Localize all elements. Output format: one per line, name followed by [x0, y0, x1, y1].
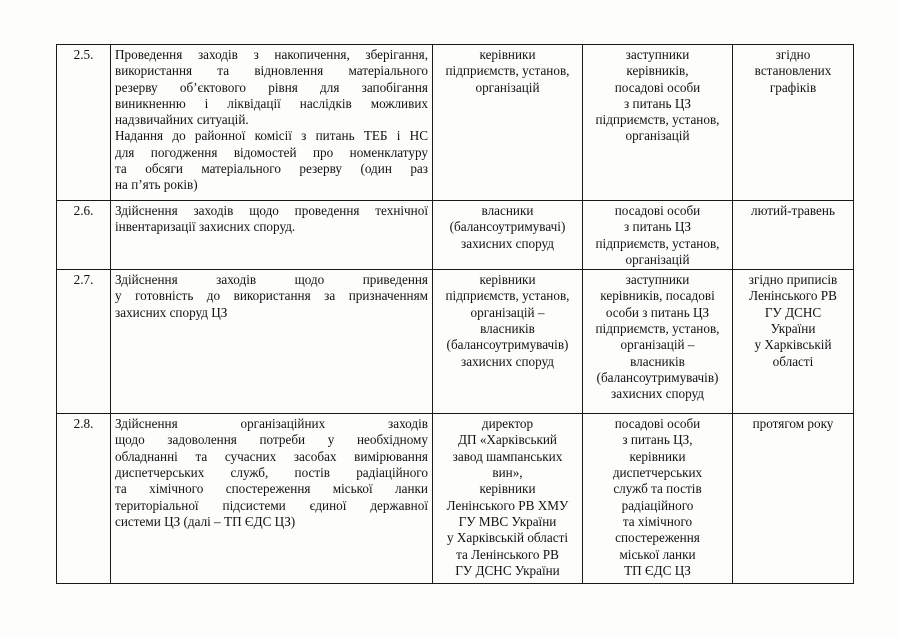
text-line: підприємств, установ, [595, 235, 720, 251]
text-line: власників [630, 353, 685, 369]
text-line: підприємств, установ, [445, 288, 570, 304]
text-line: у Харківській [754, 337, 832, 353]
responsible-cell [433, 45, 583, 201]
text-line: резерву об’єктового рівня для запобігання [115, 79, 428, 95]
responsible-cell [433, 270, 583, 414]
text-line: лютий-травень [751, 203, 835, 218]
text-line: власники [481, 203, 534, 218]
text-line: особи з питань ЦЗ [605, 304, 710, 320]
table-row [57, 201, 854, 270]
text-line: посадові особи [614, 203, 701, 218]
table-row [57, 270, 854, 414]
text-line: заступники [625, 272, 690, 288]
text-line: у Харківській області [446, 530, 569, 546]
text-line: спостереження [615, 530, 700, 546]
text-line: керівників, [626, 63, 689, 79]
text-line: територіальної підсистеми єдиної державної [115, 497, 428, 513]
text-line: підприємств, установ, [445, 63, 570, 79]
text-line: керівники [479, 272, 536, 288]
text-line: та Ленінського РВ [456, 546, 559, 562]
text-line: диспетчерських служб, постів радіаційного [115, 465, 428, 481]
item-number-cell: 2.5. [57, 45, 111, 201]
measure-cell [111, 201, 433, 270]
term-cell [733, 414, 854, 584]
text-line: Надання до районної комісії з питань ТЕБ і НС [115, 128, 428, 144]
text-line: посадові особи [614, 416, 701, 432]
term-cell [733, 45, 854, 201]
text-line: завод шампанських [452, 448, 563, 464]
text-line: згідно [775, 47, 811, 62]
text-line: виникненню і ліквідації наслідків можливих [115, 95, 428, 111]
text-line: ГУ ДСНС [764, 304, 822, 320]
text-line: директор [481, 416, 534, 432]
text-line: ГУ МВС України [458, 513, 557, 529]
text-line: (балансоутримувачів) [596, 369, 719, 385]
text-line: (балансоутримувачі) [449, 219, 566, 235]
text-line: Ленінського РВ [749, 288, 837, 304]
text-line: протягом року [752, 416, 834, 432]
text-line: щодо задоволення потреби у необхідному [115, 432, 428, 448]
item-number-cell: 2.7. [57, 270, 111, 414]
measure-cell [111, 414, 433, 584]
text-line: заступники [625, 47, 690, 62]
text-line: організацій [475, 79, 540, 95]
item-number-cell: 2.8. [57, 414, 111, 584]
text-line: Здійснення заходів щодо приведення [115, 272, 428, 288]
table-row [57, 414, 854, 584]
text-line: України [770, 321, 816, 337]
text-line: посадові особи [614, 79, 701, 95]
item-number-cell: 2.6. [57, 201, 111, 270]
text-line: ТП ЄДС ЦЗ [624, 562, 691, 578]
text-line: організацій – [470, 304, 545, 320]
text-line: керівників, посадові [600, 288, 715, 304]
text-line: захисних споруд [461, 353, 554, 369]
measure-cell [111, 45, 433, 201]
text-line: організацій – [620, 337, 695, 353]
text-line: служб та постів [613, 481, 702, 497]
table-row [57, 45, 854, 201]
text-line: на п’ять років) [115, 177, 198, 193]
participants-cell [583, 45, 733, 201]
text-line: Ленінського РВ ХМУ [446, 497, 569, 513]
text-line: радіаційного [621, 497, 694, 513]
text-line: ГУ ДСНС України [455, 562, 560, 578]
text-line: організацій [625, 251, 690, 267]
measures-table [56, 44, 854, 584]
text-line: міської ланки [619, 546, 696, 562]
text-line: та обсяги матеріального резерву (один раз [115, 161, 428, 177]
text-line: власників [480, 321, 535, 337]
text-line: (балансоутримувачів) [446, 337, 569, 353]
text-line: вин», [492, 465, 523, 481]
text-line: з питань ЦЗ [624, 95, 691, 111]
text-line: з питань ЦЗ [624, 219, 691, 235]
text-line: та хімічного [622, 513, 693, 529]
text-line: з питань ЦЗ, [622, 432, 693, 448]
table-body [57, 45, 854, 584]
responsible-cell [433, 201, 583, 270]
text-line: використання та відновлення матеріального [115, 63, 428, 79]
text-line: Здійснення заходів щодо проведення технічної [115, 203, 428, 218]
text-line: та хімічного спостереження міської ланки [115, 481, 428, 497]
text-line: захисних споруд [611, 386, 704, 402]
term-cell [733, 270, 854, 414]
text-line: Проведення заходів з накопичення, зберігання, [115, 47, 428, 62]
text-line: підприємств, установ, [595, 321, 720, 337]
text-line: підприємств, установ, [595, 112, 720, 128]
text-line: інвентаризації захисних споруд. [115, 219, 296, 235]
text-line: організацій [625, 128, 690, 144]
text-line: для погодження відомостей про номенклатуру [115, 144, 428, 160]
participants-cell [583, 201, 733, 270]
text-line: обладнанні та сучасних засобах вимірювання [115, 448, 428, 464]
text-line: згідно приписів [748, 272, 838, 288]
text-line: надзвичайних ситуацій. [115, 112, 249, 128]
text-line: встановлених [754, 63, 832, 79]
text-line: системи ЦЗ (далі – ТП ЄДС ЦЗ) [115, 513, 296, 529]
measure-cell [111, 270, 433, 414]
text-line: захисних споруд [461, 235, 554, 251]
text-line: керівники [479, 481, 536, 497]
text-line: у готовність до використання за призначенням [115, 288, 428, 304]
text-line: диспетчерських [612, 465, 703, 481]
text-line: керівники [629, 448, 686, 464]
participants-cell [583, 414, 733, 584]
text-line: ДП «Харківський [458, 432, 557, 448]
text-line: графіків [769, 79, 817, 95]
responsible-cell [433, 414, 583, 584]
text-line: області [772, 353, 814, 369]
text-line: керівники [479, 47, 536, 62]
text-line: Здійснення організаційних заходів [115, 416, 428, 432]
term-cell [733, 201, 854, 270]
participants-cell [583, 270, 733, 414]
text-line: захисних споруд ЦЗ [115, 304, 228, 320]
